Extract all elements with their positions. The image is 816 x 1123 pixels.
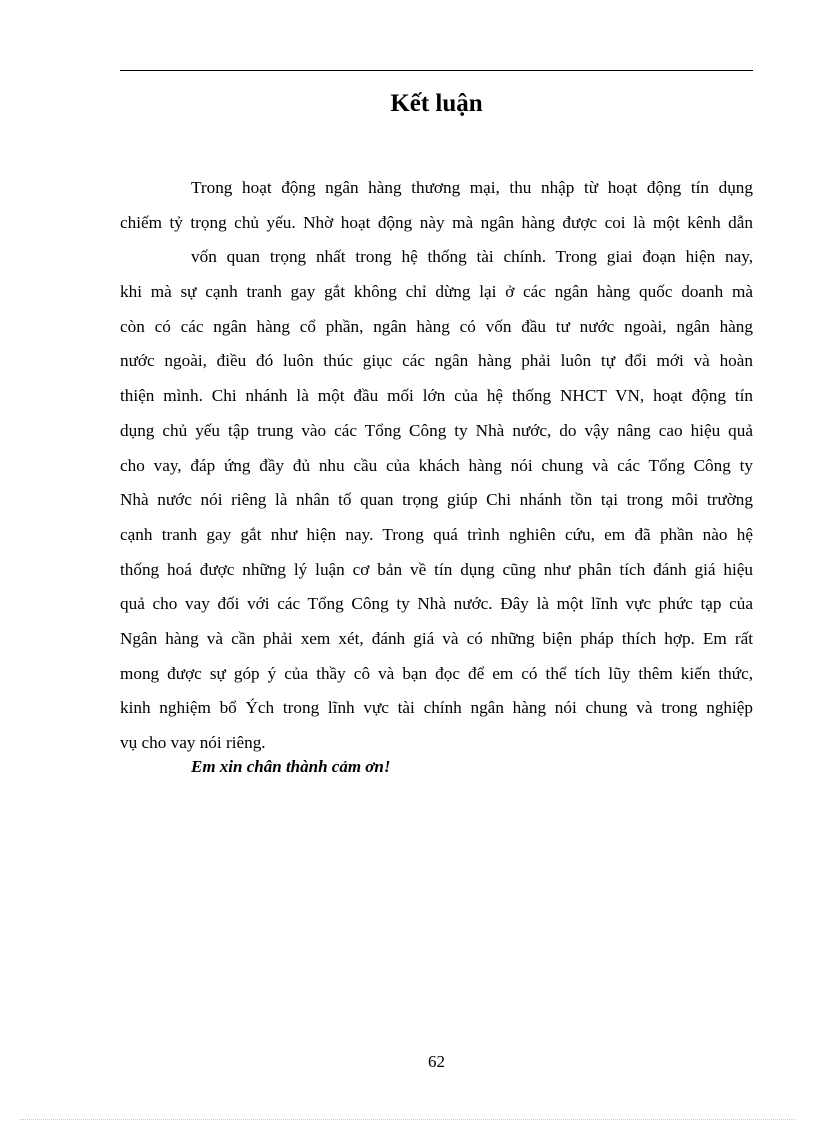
page-title: Kết luận: [390, 90, 483, 117]
paragraph-line: thống hoá được những lý luận cơ bản về tín dụng cũng như phân tích đánh giá hiệu: [120, 559, 753, 579]
paragraph-line: quả cho vay đối với các Tổng Công ty Nhà nước. Đây là một lĩnh vực phức tạp của: [120, 594, 753, 614]
paragraph-line: cho vay, đáp ứng đầy đủ nhu cầu của khách hàng nói chung và các Tổng Công ty: [120, 455, 753, 475]
paragraph-line: nước ngoài, điều đó luôn thúc giục các ngân hàng phải luôn tự đổi mới và hoàn: [120, 351, 753, 371]
header-rule: [120, 70, 753, 71]
paragraph-line: còn có các ngân hàng cổ phần, ngân hàng có vốn đầu tư nước ngoài, ngân hàng: [120, 316, 753, 336]
paragraph-line: Trong hoạt động ngân hàng thương mại, thu nhập từ hoạt động tín dụng: [191, 178, 753, 197]
body-paragraph: [120, 171, 753, 761]
paragraph-line: khi mà sự cạnh tranh gay gắt không chỉ dừng lại ở các ngân hàng quốc doanh mà: [120, 282, 753, 302]
paragraph-line: chiếm tỷ trọng chủ yếu. Nhờ hoạt động này mà ngân hàng được coi là một kênh dẫn: [120, 212, 753, 232]
paragraph-line: Nhà nước nói riêng là nhân tố quan trọng giúp Chi nhánh tồn tại trong môi trường: [120, 490, 753, 510]
paragraph-line: mong được sự góp ý của thầy cô và bạn đọc để em có thể tích lũy thêm kiến thức,: [120, 663, 753, 683]
paragraph-line: cạnh tranh gay gắt như hiện nay. Trong quá trình nghiên cứu, em đã phần nào hệ: [120, 524, 753, 544]
paragraph-line: dụng chủ yếu tập trung vào các Tổng Công ty Nhà nước, do vậy nâng cao hiệu quả: [120, 420, 753, 440]
paragraph-line: vụ cho vay nói riêng.: [120, 733, 266, 752]
page-number: 62: [428, 1052, 445, 1071]
paragraph-line: Ngân hàng và cần phải xem xét, đánh giá và có những biện pháp thích hợp. Em rất: [120, 628, 753, 648]
paragraph-line: vốn quan trọng nhất trong hệ thống tài chính. Trong giai đoạn hiện nay,: [191, 247, 753, 267]
closing-remark: Em xin chân thành cảm ơn!: [191, 757, 391, 776]
footer-dotted-rule: [20, 1119, 796, 1120]
paragraph-line: kinh nghiệm bổ Ých trong lĩnh vực tài chính ngân hàng nói chung và trong nghiệp: [120, 698, 753, 718]
paragraph-line: thiện mình. Chi nhánh là một đầu mối lớn của hệ thống NHCT VN, hoạt động tín: [120, 386, 753, 406]
